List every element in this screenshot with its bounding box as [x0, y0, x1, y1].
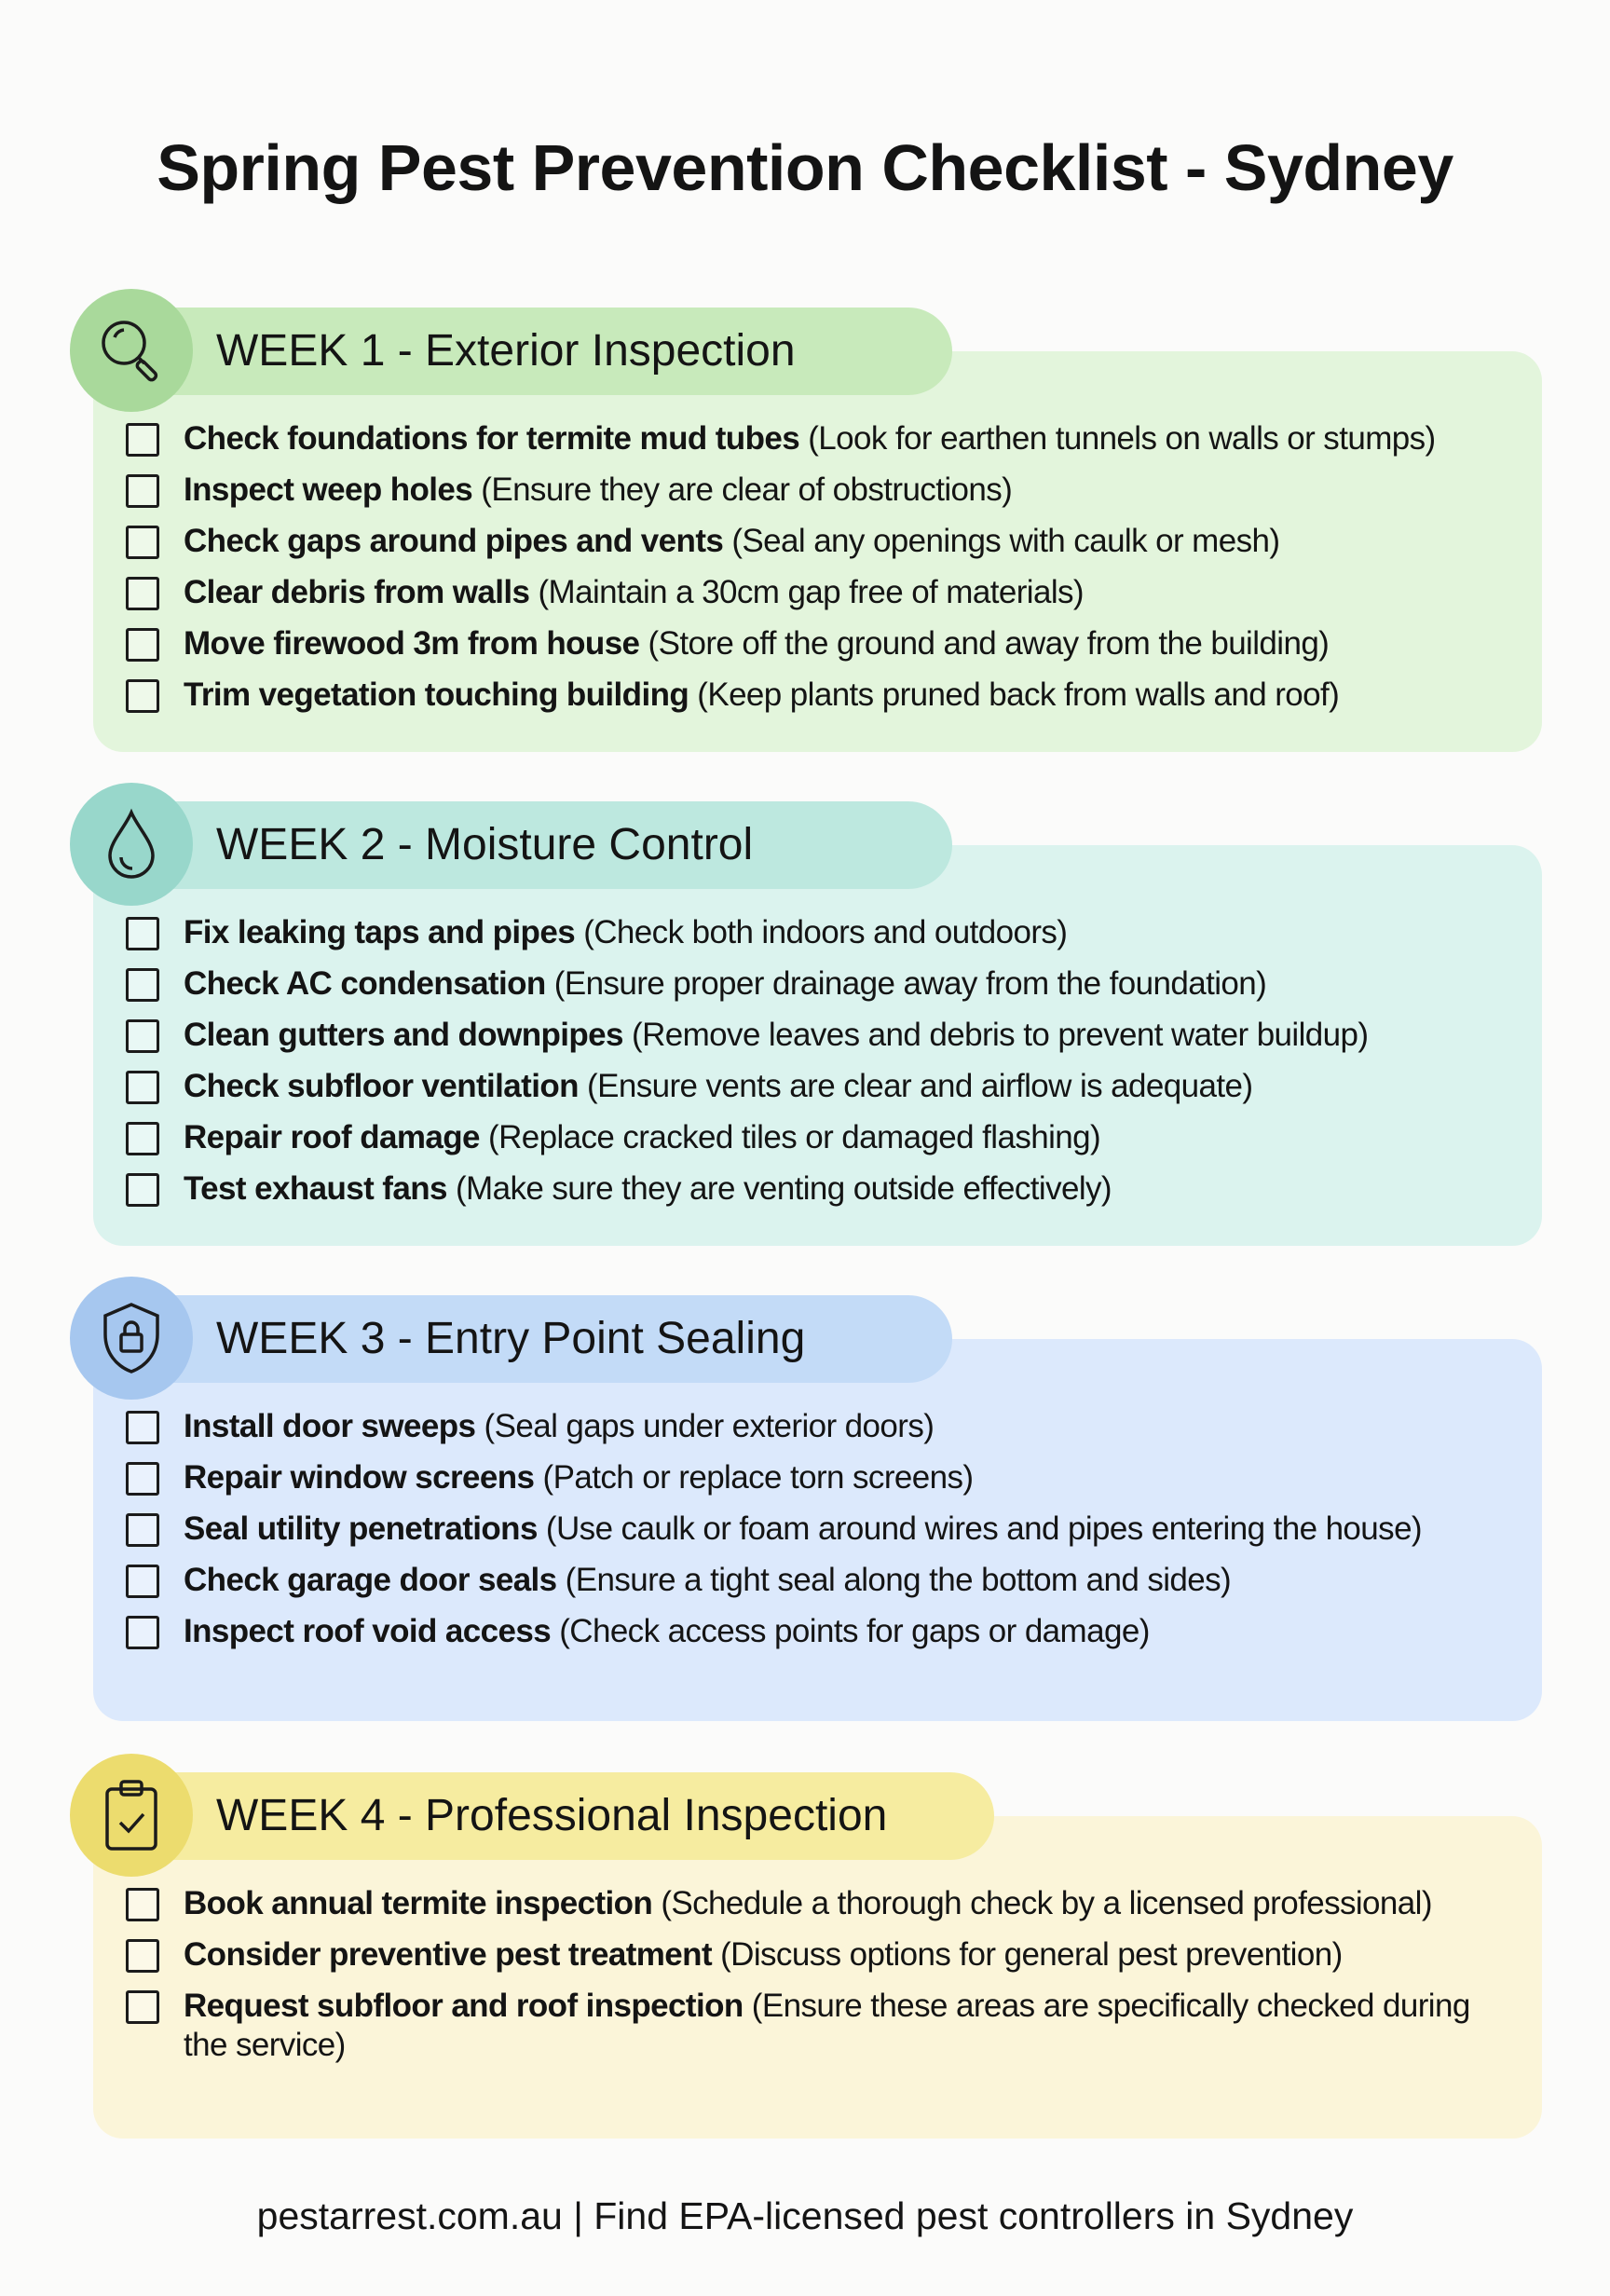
item-title: Inspect roof void access [184, 1613, 552, 1649]
item-note: (Use caulk or foam around wires and pipes entering the house) [537, 1510, 1422, 1547]
item-title: Request subfloor and roof inspection [184, 1988, 744, 2024]
checkbox[interactable] [126, 526, 159, 559]
checklist-item [126, 522, 1514, 561]
checkbox[interactable] [126, 1411, 159, 1444]
item-text [184, 1169, 1112, 1209]
checkbox[interactable] [126, 1071, 159, 1104]
week-section [70, 289, 1542, 752]
item-title: Fix leaking taps and pipes [184, 914, 576, 950]
item-note: (Check access points for gaps or damage) [551, 1613, 1150, 1649]
checklist-item [126, 1118, 1514, 1157]
checklist-item [126, 419, 1514, 458]
item-text [184, 913, 1067, 952]
item-note: (Discuss options for general pest prevention) [712, 1936, 1343, 1973]
item-note: (Patch or replace torn screens) [534, 1459, 974, 1496]
item-title: Book annual termite inspection [184, 1885, 653, 1921]
checklist-item [126, 1407, 1514, 1446]
item-text [184, 522, 1279, 561]
checkbox[interactable] [126, 1565, 159, 1598]
checklist [126, 419, 1514, 727]
checklist [126, 1884, 1514, 2077]
item-note: (Ensure proper drainage away from the foundation) [545, 965, 1267, 1002]
week-section [70, 783, 1542, 1246]
item-text [184, 1884, 1432, 1923]
item-text [184, 573, 1084, 612]
item-title: Check subfloor ventilation [184, 1068, 579, 1104]
item-title: Repair window screens [184, 1459, 535, 1496]
checklist-item [126, 1458, 1514, 1497]
section-heading: WEEK 4 - Professional Inspection [216, 1791, 888, 1840]
checkbox[interactable] [126, 968, 159, 1002]
clipboard-check-icon [70, 1754, 193, 1877]
checkbox[interactable] [126, 1019, 159, 1053]
item-title: Clear debris from walls [184, 574, 530, 610]
checkbox[interactable] [126, 423, 159, 457]
water-drop-icon [70, 783, 193, 906]
checklist-item [126, 1884, 1514, 1923]
checklist-item [126, 1067, 1514, 1106]
checkbox[interactable] [126, 1990, 159, 2024]
section-heading: WEEK 2 - Moisture Control [216, 820, 754, 869]
item-title: Repair roof damage [184, 1119, 480, 1155]
item-note: (Maintain a 30cm gap free of materials) [529, 574, 1084, 610]
checkbox[interactable] [126, 1513, 159, 1547]
checkbox[interactable] [126, 1462, 159, 1496]
item-title: Trim vegetation touching building [184, 676, 689, 713]
item-note: (Seal any openings with caulk or mesh) [723, 523, 1280, 559]
item-text [184, 1987, 1514, 2065]
section-heading: WEEK 3 - Entry Point Sealing [216, 1314, 806, 1363]
item-text [184, 1067, 1252, 1106]
item-title: Test exhaust fans [184, 1170, 447, 1207]
item-note: (Keep plants pruned back from walls and roof) [689, 676, 1340, 713]
checklist-item [126, 1935, 1514, 1975]
checkbox[interactable] [126, 577, 159, 610]
item-text [184, 1561, 1231, 1600]
checkbox[interactable] [126, 1122, 159, 1155]
checklist-item [126, 1561, 1514, 1600]
checklist-item [126, 964, 1514, 1004]
checklist [126, 913, 1514, 1221]
checklist-item [126, 913, 1514, 952]
item-text [184, 419, 1436, 458]
item-title: Check AC condensation [184, 965, 546, 1002]
item-note: (Check both indoors and outdoors) [575, 914, 1068, 950]
item-text [184, 624, 1329, 663]
item-note: (Look for earthen tunnels on walls or stumps) [799, 420, 1436, 457]
section-heading: WEEK 1 - Exterior Inspection [216, 326, 796, 376]
item-note: (Make sure they are venting outside effectively) [446, 1170, 1112, 1207]
item-text [184, 471, 1012, 510]
item-title: Seal utility penetrations [184, 1510, 538, 1547]
checkbox[interactable] [126, 1888, 159, 1921]
checklist-item [126, 471, 1514, 510]
checkbox[interactable] [126, 917, 159, 950]
shield-lock-icon [70, 1277, 193, 1400]
checklist-item [126, 1510, 1514, 1549]
item-note: (Ensure these areas are specifically checked during the service) [184, 1988, 1470, 2063]
item-title: Consider preventive pest treatment [184, 1936, 712, 1973]
item-text [184, 964, 1266, 1004]
item-note: (Ensure they are clear of obstructions) [472, 472, 1013, 508]
checkbox[interactable] [126, 1616, 159, 1649]
item-text [184, 1935, 1343, 1975]
item-title: Inspect weep holes [184, 472, 473, 508]
item-note: (Remove leaves and debris to prevent water buildup) [622, 1017, 1369, 1053]
item-text [184, 1612, 1150, 1651]
checklist-item [126, 624, 1514, 663]
magnifying-glass-icon [70, 289, 193, 412]
item-note: (Replace cracked tiles or damaged flashing) [479, 1119, 1101, 1155]
checklist-item [126, 676, 1514, 715]
checklist-item [126, 573, 1514, 612]
item-note: (Ensure a tight seal along the bottom and sides) [556, 1562, 1232, 1598]
item-note: (Seal gaps under exterior doors) [475, 1408, 935, 1444]
item-note: (Store off the ground and away from the building) [639, 625, 1330, 662]
item-title: Check foundations for termite mud tubes [184, 420, 800, 457]
item-text [184, 1510, 1422, 1549]
item-text [184, 1118, 1100, 1157]
page-title: Spring Pest Prevention Checklist - Sydney [157, 131, 1453, 204]
week-section [70, 1277, 1542, 1721]
item-text [184, 1016, 1368, 1055]
checklist-item [126, 1016, 1514, 1055]
item-note: (Ensure vents are clear and airflow is adequate) [578, 1068, 1253, 1104]
item-text [184, 1458, 973, 1497]
checklist-item [126, 1612, 1514, 1651]
item-note: (Schedule a thorough check by a licensed professional) [652, 1885, 1432, 1921]
item-title: Move firewood 3m from house [184, 625, 640, 662]
item-text [184, 676, 1339, 715]
week-section [70, 1754, 1542, 2139]
checkbox[interactable] [126, 1173, 159, 1207]
checkbox[interactable] [126, 474, 159, 508]
checkbox[interactable] [126, 1939, 159, 1973]
item-text [184, 1407, 934, 1446]
checklist [126, 1407, 1514, 1663]
item-title: Check gaps around pipes and vents [184, 523, 724, 559]
checkbox[interactable] [126, 679, 159, 713]
footer: pestarrest.com.au | Find EPA-licensed pest controllers in Sydney [256, 2194, 1354, 2237]
checklist-item [126, 1169, 1514, 1209]
item-title: Check garage door seals [184, 1562, 557, 1598]
item-title: Clean gutters and downpipes [184, 1017, 623, 1053]
checklist-item [126, 1987, 1514, 2065]
item-title: Install door sweeps [184, 1408, 476, 1444]
checkbox[interactable] [126, 628, 159, 662]
